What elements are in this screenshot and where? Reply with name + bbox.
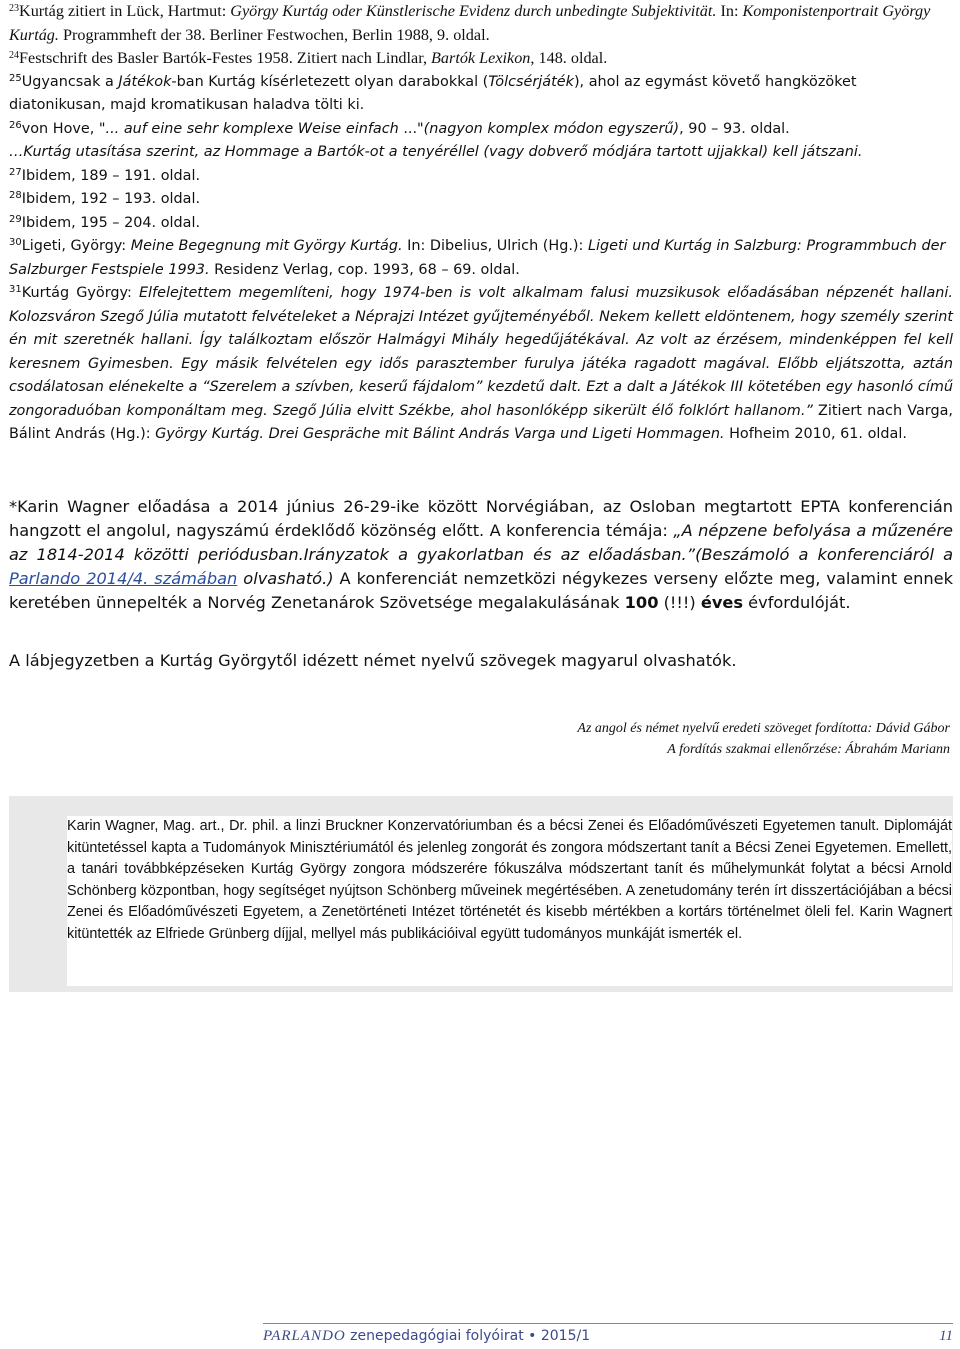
footnote-26: $^{26}$von Hove, "... auf eine sehr komplexe Weise einfach ..."(nagyon komplex módon egyszerű), 90 – 93. oldal. (9, 119, 790, 137)
translation-credits (577, 718, 950, 760)
footnote-27: $^{27}$Ibidem, 189 – 191. oldal. (9, 166, 201, 184)
footnote-29: $^{29}$Ibidem, 195 – 204. oldal. (9, 213, 201, 231)
footnote-30: $^{30}$Ligeti, György: Meine Begegnung mit György Kurtág. In: Dibelius, Ulrich (Hg.): Ligeti und Kurtág in Salzburg: Programmbuch der Salzburger Festspiele 1993. Residenz Verlag, cop. 1993, 68 – 69. oldal. (9, 237, 946, 278)
footnote-31: $^{31}$Kurtág György: Elfelejtettem megemlíteni, hogy 1974-ben is volt alkalmam falusi muzsikusok előadásában népzenét hallani. Kolozsváron Szegő Júlia mutatott felvételeket a Néprajzi Intézet gyűjteményéből. Nekem kellett eldöntenem, hogy személy szerint én mit szeretnék hallani. Így találkoztam először Halmágyi Mihály hegedűjátékával. Az volt az érzésem, mindenképpen fel kell keresnem Gyimesben. Egy másik felvételen egy idős parasztember furulya játéka ragadott magával. Előbb eljátszotta, aztán csodálatosan elénekelte a “Szerelem a szívben, keserű fájdalom” kezdetű dalt. Ezt a dalt a Játékok III kötetében egy hasonló című zongoraduóban komponáltam meg. Szegő Júlia elvitt Székbe, ahol hasonlóképp sikerült élő folklórt hallanom.” Zitiert nach Varga, Bálint András (Hg.): György Kurtág. Drei Gespräche mit Bálint András Varga und Ligeti Hommagen. Hofheim 2010, 61. oldal. (9, 284, 953, 442)
footnote-28: $^{28}$Ibidem, 192 – 193. oldal. (9, 190, 201, 207)
page-footer (263, 1328, 953, 1348)
translation-note: A lábjegyzetben a Kurtág Györgytől idézett német nyelvű szövegek magyarul olvashatók. (9, 651, 737, 670)
author-bio-box (9, 796, 953, 992)
presentation-note-paragraph: *Karin Wagner előadása a 2014 június 26-29-ike között Norvégiában, az Osloban megtartott EPTA konferencián hangzott el angolul, nagyszámú érdeklődő közönség előtt. A konferencia témája: „A népzene befolyása a műzenére az 1814-2014 közötti periódusban.Irányzatok a gyakorlatban és az előadásban.”(Beszámoló a konferenciáról a Parlando 2014/4. számában olvasható.) A konferenciát nemzetközi négykezes verseny előzte meg, valamint ennek keretében ünnepelték a Norvég Zenetanárok Szövetsége megalakulásának 100 (!!!) éves évfordulóját. (9, 497, 953, 612)
author-bio-text: Karin Wagner, Mag. art., Dr. phil. a linzi Bruckner Konzervatóriumban és a bécsi Zenei és Előadóművészeti Egyetemen tanult. Diplomáját kitüntetéssel kapta a Tudományok Minisztériumától és jelenleg zongorát és zongora módszertant tanít a Bécsi Zenei Egyetemen. Emellett, a tanári továbbképzéseken Kurtág György zongora módszerére fókuszálva módszertant tanít és műhelymunkát folytat a bécsi Arnold Schönberg központban, hogy segítséget nyújtson Schönberg műveinek megértésében. A zenetudomány terén írt disszertációjában a bécsi Zenei és Előadóművészeti Egyetem, a Zenetörténeti Intézet történetét és kisebb mértékben a kortárs történelmet öleli fel. Karin Wagnert kitüntették az Elfriede Grünberg díjjal, mellyel más publikációival együtt tudományos munkáját ismerték el. (67, 818, 952, 942)
parlando-issue-link[interactable]: Parlando 2014/4. számában (9, 569, 238, 588)
footnote-23: $^{23}$Kurtág zitiert in Lück, Hartmut: György Kurtág oder Künstlerische Evidenz durch unbedingte Subjektivität. In: Komponistenportrait György Kurtág. Programmheft der 38. Berliner Festwochen, Berlin 1988, 9. oldal. (9, 2, 931, 44)
page-number: 11 (939, 1328, 953, 1344)
footnote-26-continuation: …Kurtág utasítása szerint, az Hommage a Bartók-ot a tenyéréllel (vagy dobverő módjára tartott ujjakkal) kell játszani. (9, 144, 863, 160)
author-bio (67, 816, 952, 986)
presentation-note (9, 495, 953, 673)
footnote-24: $^{24}$Festschrift des Basler Bartók-Festes 1958. Zitiert nach Lindlar, Bartók Lexikon, 148. oldal. (9, 49, 608, 67)
journal-brand: PARLANDO (263, 1328, 346, 1344)
footer-divider (263, 1323, 953, 1324)
reviewer-credit: A fordítás szakmai ellenőrzése: Ábrahám Mariann (667, 742, 950, 757)
journal-name (263, 1328, 590, 1345)
footnote-25: $^{25}$Ugyancsak a Játékok-ban Kurtág kísérletezett olyan darabokkal (Tölcsérjáték), ahol az egymást követő hangközöket diatonikusan, majd kromatikusan haladva tölti ki. (9, 72, 857, 113)
footnotes (9, 0, 953, 447)
translator-credit: Az angol és német nyelvű eredeti szöveget fordította: Dávid Gábor (577, 721, 950, 736)
journal-subtitle: zenepedagógiai folyóirat • 2015/1 (345, 1328, 591, 1344)
